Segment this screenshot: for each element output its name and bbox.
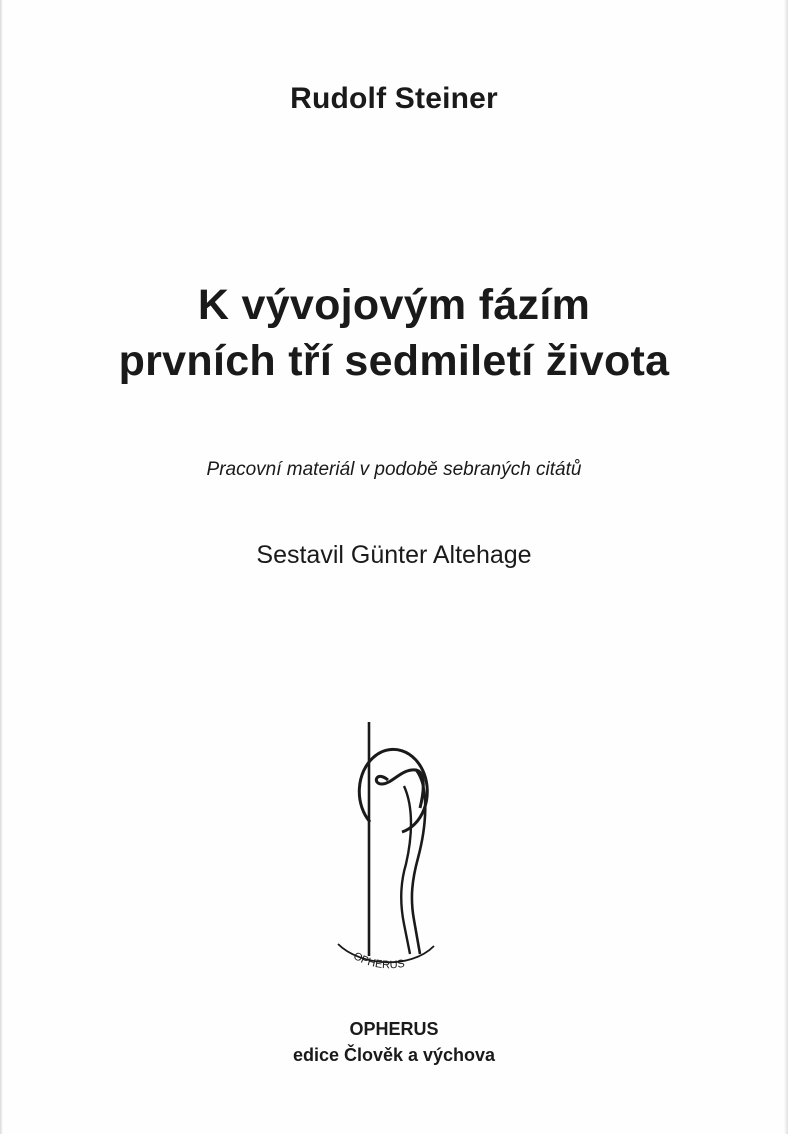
publisher-name: OPHERUS xyxy=(349,1019,439,1039)
opherus-logo-icon xyxy=(330,708,440,984)
logo-arc-text xyxy=(351,950,405,971)
edition-name: edice Člověk a výchova xyxy=(292,1045,496,1065)
book-title xyxy=(0,277,788,389)
logo-body-inner xyxy=(401,786,411,954)
book-subtitle: Pracovní materiál v podobě sebraných citátů xyxy=(206,459,582,480)
author-name: Rudolf Steiner xyxy=(290,82,498,115)
logo-arc-textpath: OPHERUS xyxy=(351,950,406,972)
book-title-line-2: prvních tří sedmiletí života xyxy=(118,337,670,385)
book-title-line-1: K vývojovým fázím xyxy=(197,281,591,329)
logo-head xyxy=(376,770,423,808)
compiler-credit: Sestavil Günter Altehage xyxy=(256,541,532,569)
